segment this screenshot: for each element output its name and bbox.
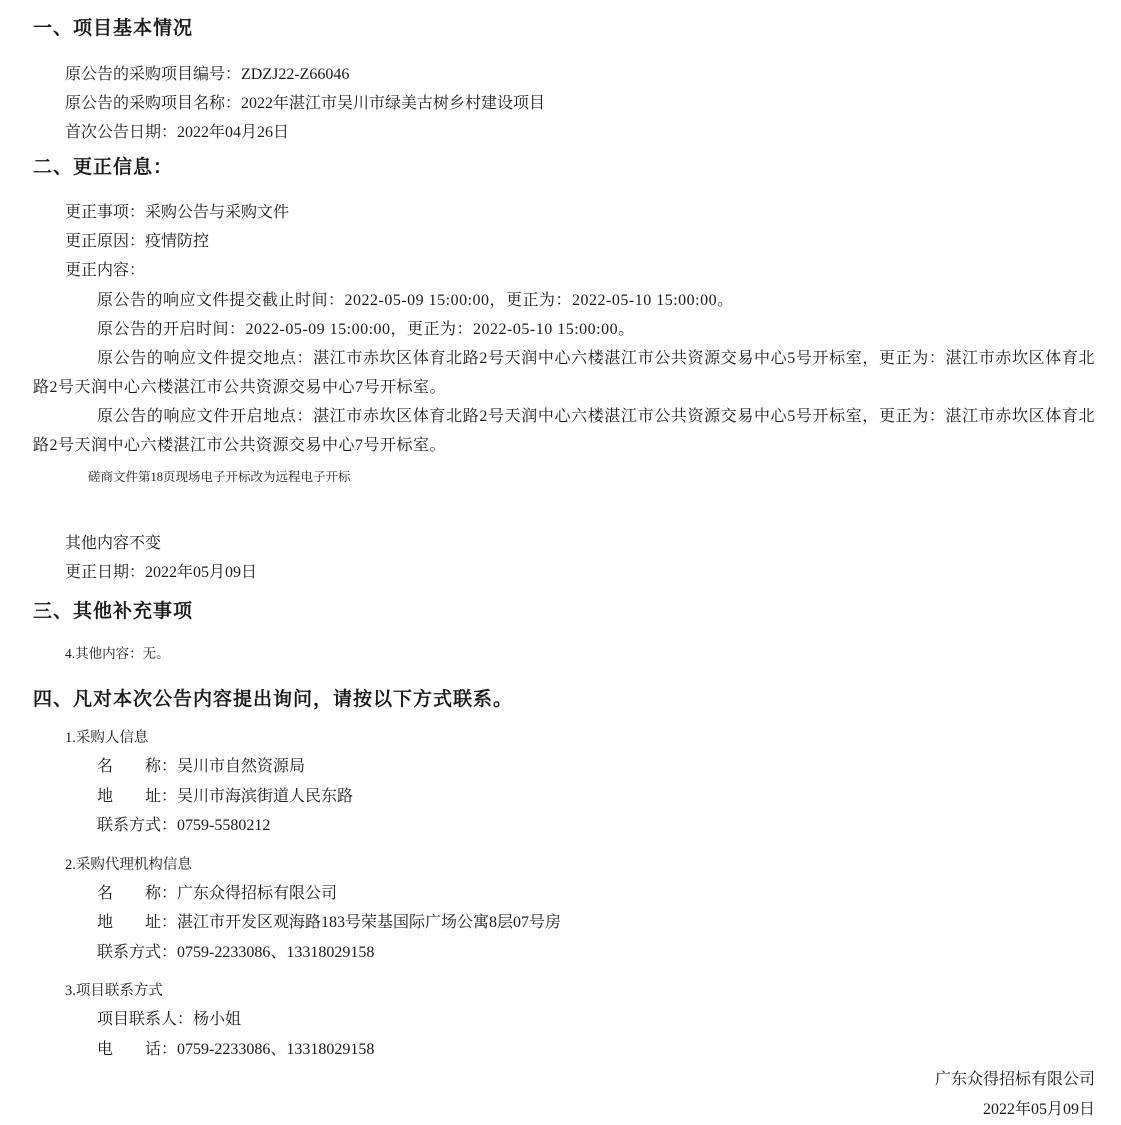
correction-opening-time-paragraph: 原公告的开启时间：2022-05-09 15:00:00，更正为：2022-05-10 15:00:00。 [97, 321, 635, 338]
section-1-body [33, 60, 1095, 147]
agency-name: 名 称：广东众得招标有限公司 [97, 884, 338, 902]
correction-opening-place-paragraph: 原公告的响应文件开启地点：湛江市赤坎区体育北路2号天润中心六楼湛江市公共资源交易中心5号开标室，更正为：湛江市赤坎区体育北路2号天润中心六楼湛江市公共资源交易中心7号开标室。 [33, 408, 1095, 454]
purchaser-address: 地 址：吴川市海滨街道人民东路 [97, 787, 354, 805]
correction-paragraphs [33, 286, 1095, 460]
original-project-name: 原公告的采购项目名称：2022年湛江市吴川市绿美古树乡村建设项目 [65, 95, 546, 112]
project-contact-group [33, 981, 1095, 1064]
project-contact-phone: 电 话：0759-2233086、13318029158 [97, 1040, 375, 1058]
original-project-number: 原公告的采购项目编号：ZDZJ22-Z66046 [65, 66, 350, 83]
consultation-document-note: 磋商文件第18页现场电子开标改为远程电子开标 [88, 470, 351, 484]
signature-block [33, 1065, 1095, 1125]
project-contact-title: 3.项目联系方式 [65, 983, 163, 999]
agency-info-group [33, 855, 1095, 968]
agency-info-lines [33, 879, 1095, 968]
purchaser-info-lines [33, 752, 1095, 841]
purchaser-info-title: 1.采购人信息 [65, 730, 149, 746]
section-1-heading: 一、项目基本情况 [33, 18, 194, 39]
project-contact-person: 项目联系人：杨小姐 [97, 1011, 242, 1028]
correction-matter: 更正事项：采购公告与采购文件 [65, 204, 290, 221]
section-2-body [33, 198, 1095, 285]
section-4-heading: 四、凡对本次公告内容提出询问，请按以下方式联系。 [33, 689, 514, 710]
section-3-heading: 三、其他补充事项 [33, 601, 194, 622]
other-content-item: 4.其他内容：无。 [65, 646, 170, 661]
purchaser-info-group [33, 728, 1095, 841]
correction-date: 更正日期：2022年05月09日 [65, 564, 258, 581]
signature-company: 广东众得招标有限公司 [934, 1071, 1095, 1088]
correction-content-label: 更正内容： [65, 262, 146, 279]
purchaser-contact: 联系方式：0759-5580212 [97, 817, 271, 834]
section-2-tail [33, 529, 1095, 587]
correction-deadline-paragraph: 原公告的响应文件提交截止时间：2022-05-09 15:00:00，更正为：2022-05-10 15:00:00。 [97, 292, 734, 309]
agency-contact: 联系方式：0759-2233086、13318029158 [97, 943, 375, 961]
correction-reason: 更正原因：疫情防控 [65, 233, 210, 250]
project-contact-lines [33, 1005, 1095, 1064]
signature-date: 2022年05月09日 [982, 1101, 1095, 1118]
other-content-unchanged: 其他内容不变 [65, 535, 162, 552]
agency-address: 地 址：湛江市开发区观海路183号荣基国际广场公寓8层07号房 [97, 914, 562, 931]
correction-submission-place-paragraph: 原公告的响应文件提交地点：湛江市赤坎区体育北路2号天润中心六楼湛江市公共资源交易中心5号开标室，更正为：湛江市赤坎区体育北路2号天润中心六楼湛江市公共资源交易中心7号开标室。 [33, 350, 1095, 396]
agency-info-title: 2.采购代理机构信息 [65, 856, 192, 873]
first-announcement-date: 首次公告日期：2022年04月26日 [65, 124, 290, 141]
purchaser-name: 名 称：吴川市自然资源局 [97, 758, 306, 775]
section-2-heading: 二、更正信息： [33, 157, 174, 178]
